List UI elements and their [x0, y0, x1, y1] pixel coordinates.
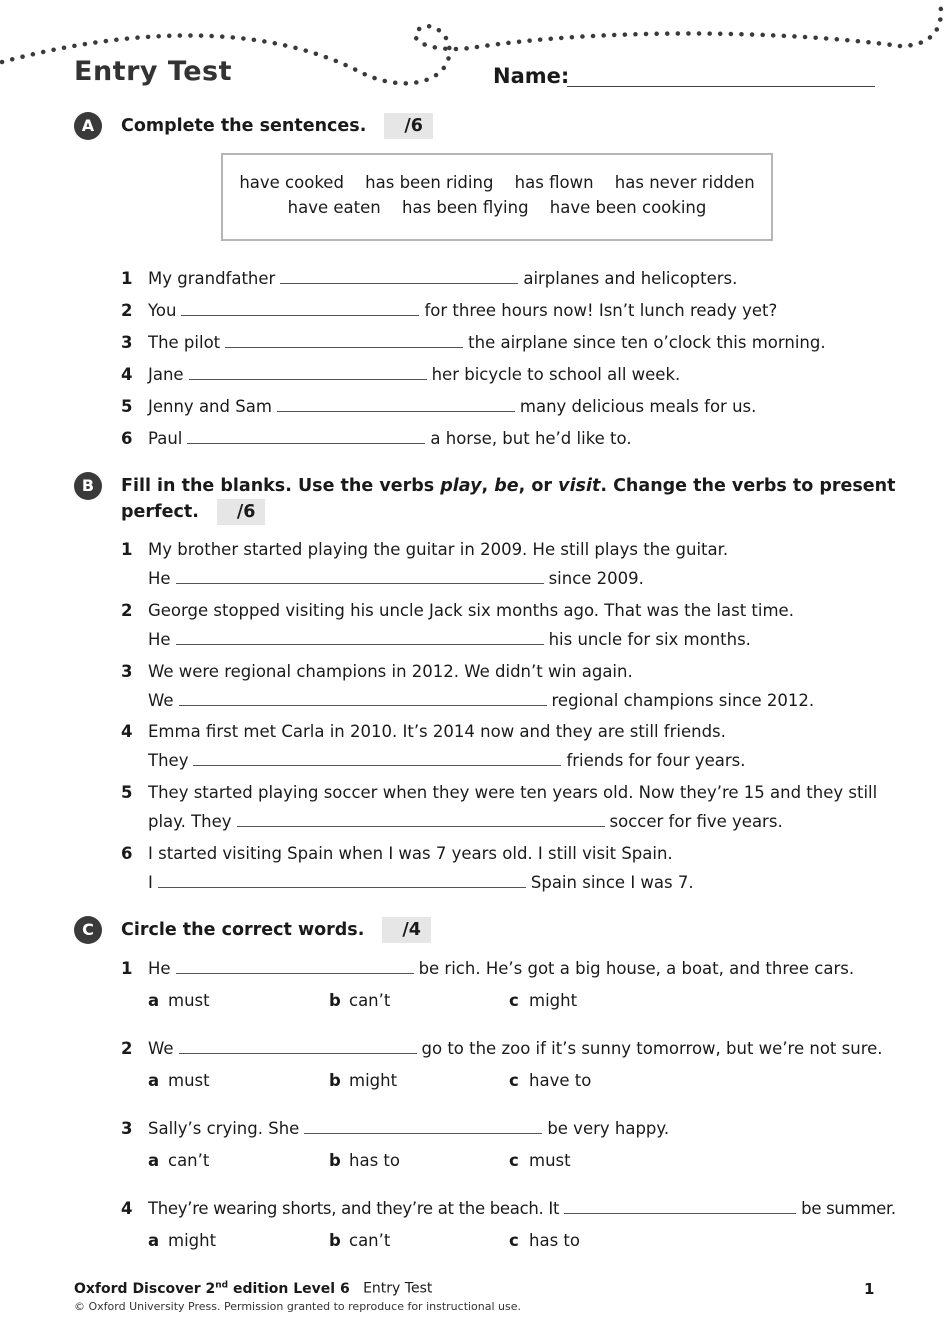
answer-blank[interactable] — [280, 269, 518, 284]
section-b-item-4: 4 Emma first met Carla in 2010. It’s 2014 now and they are still friends. — [121, 722, 726, 741]
option-a[interactable]: a might — [148, 1231, 217, 1250]
section-b-item-5: 5 They started playing soccer when they were ten years old. Now they’re 15 and they still — [121, 783, 878, 802]
section-a-item-5: 5 Jenny and Sam many delicious meals for us. — [121, 397, 757, 416]
section-a-item-4: 4 Jane her bicycle to school all week. — [121, 365, 681, 384]
section-b-item-4-answer: They friends for four years. — [148, 751, 746, 770]
option-c[interactable]: c have to — [509, 1071, 592, 1090]
option-a[interactable]: a must — [148, 991, 210, 1010]
section-b-item-6-answer: I Spain since I was 7. — [148, 873, 694, 892]
answer-blank[interactable] — [179, 1039, 417, 1054]
section-b-badge: B — [74, 472, 102, 500]
word-box-item: have cooked — [239, 173, 344, 192]
word-box-item: have been cooking — [549, 198, 707, 217]
option-b[interactable]: b has to — [329, 1151, 400, 1170]
answer-blank[interactable] — [187, 429, 425, 444]
section-b-item-1: 1 My brother started playing the guitar in 2009. He still plays the guitar. — [121, 540, 729, 559]
section-c-item-4: 4 They’re wearing shorts, and they’re at the beach. It be summer. — [121, 1199, 896, 1218]
footer-copyright: © Oxford University Press. Permission granted to reproduce for instructional use. — [74, 1300, 522, 1313]
option-b[interactable]: b can’t — [329, 991, 391, 1010]
option-c[interactable]: c must — [509, 1151, 571, 1170]
section-b-item-2: 2 George stopped visiting his uncle Jack six months ago. That was the last time. — [121, 601, 794, 620]
word-box-item: have eaten — [287, 198, 381, 217]
answer-blank[interactable] — [277, 397, 515, 412]
section-b-item-3-answer: We regional champions since 2012. — [148, 691, 815, 710]
word-box-item: has flown — [514, 173, 594, 192]
option-a[interactable]: a can’t — [148, 1151, 210, 1170]
section-b-item-1-answer: He since 2009. — [148, 569, 644, 588]
option-a[interactable]: a must — [148, 1071, 210, 1090]
section-b-instruction-cont: perfect. /6 — [121, 499, 265, 525]
answer-blank[interactable] — [225, 333, 463, 348]
word-box-item: has never ridden — [614, 173, 755, 192]
answer-blank[interactable] — [176, 959, 414, 974]
answer-blank[interactable] — [193, 751, 561, 766]
word-box-item: has been riding — [365, 173, 494, 192]
section-b-score: /6 — [217, 499, 266, 525]
answer-blank[interactable] — [176, 569, 544, 584]
section-c-item-1: 1 He be rich. He’s got a big house, a boat, and three cars. — [121, 959, 855, 978]
section-a-item-2: 2 You for three hours now! Isn’t lunch ready yet? — [121, 301, 778, 320]
section-c-score: /4 — [382, 917, 431, 943]
answer-blank[interactable] — [189, 365, 427, 380]
page-number: 1 — [864, 1280, 875, 1298]
answer-blank[interactable] — [237, 812, 605, 827]
section-a-item-1: 1 My grandfather airplanes and helicopters. — [121, 269, 738, 288]
option-b[interactable]: b might — [329, 1071, 398, 1090]
page-title: Entry Test — [74, 56, 233, 87]
section-a-badge: A — [74, 112, 102, 140]
answer-blank[interactable] — [179, 691, 547, 706]
section-c-item-2: 2 We go to the zoo if it’s sunny tomorrow, but we’re not sure. — [121, 1039, 883, 1058]
answer-blank[interactable] — [304, 1119, 542, 1134]
name-input-line[interactable] — [567, 86, 875, 87]
section-c-badge: C — [74, 916, 102, 944]
section-a-instruction: Complete the sentences. /6 — [121, 113, 433, 139]
answer-blank[interactable] — [564, 1199, 796, 1214]
section-b-instruction: Fill in the blanks. Use the verbs play, be, or visit. Change the verbs to present — [121, 476, 896, 496]
word-box-item: has been flying — [401, 198, 529, 217]
section-c-instruction: Circle the correct words. /4 — [121, 917, 431, 943]
word-box — [221, 153, 773, 241]
section-c-item-3: 3 Sally’s crying. She be very happy. — [121, 1119, 670, 1138]
footer-brand: Oxford Discover 2nd edition Level 6 Entry Test — [74, 1280, 433, 1297]
section-a-item-3: 3 The pilot the airplane since ten o’clock this morning. — [121, 333, 826, 352]
section-b-item-3: 3 We were regional champions in 2012. We didn’t win again. — [121, 662, 633, 681]
section-a-score: /6 — [384, 113, 433, 139]
answer-blank[interactable] — [181, 301, 419, 316]
section-b-item-6: 6 I started visiting Spain when I was 7 years old. I still visit Spain. — [121, 844, 673, 863]
section-b-item-5-answer: play. They soccer for five years. — [148, 812, 783, 831]
option-c[interactable]: c might — [509, 991, 578, 1010]
section-a-item-6: 6 Paul a horse, but he’d like to. — [121, 429, 632, 448]
name-label: Name: — [493, 64, 570, 88]
option-c[interactable]: c has to — [509, 1231, 580, 1250]
footer-doc-name: Entry Test — [363, 1280, 433, 1297]
answer-blank[interactable] — [176, 630, 544, 645]
answer-blank[interactable] — [158, 873, 526, 888]
section-b-item-2-answer: He his uncle for six months. — [148, 630, 751, 649]
option-b[interactable]: b can’t — [329, 1231, 391, 1250]
